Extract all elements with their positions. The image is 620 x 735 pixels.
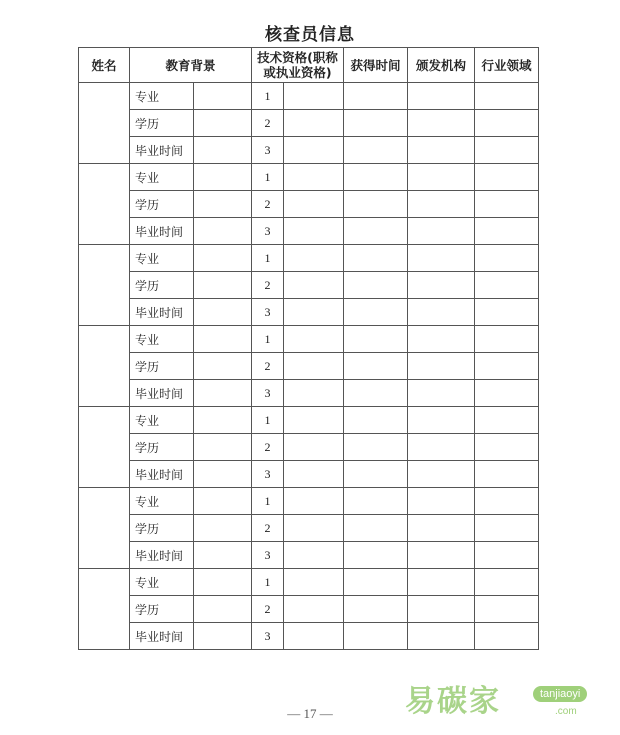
- industry-cell[interactable]: [475, 137, 539, 164]
- table-row: [79, 407, 539, 434]
- industry-cell[interactable]: [475, 461, 539, 488]
- edu-value-cell[interactable]: [194, 461, 252, 488]
- qualification-number: 3: [252, 137, 284, 164]
- obtained-time-cell[interactable]: [344, 137, 408, 164]
- table-row: [79, 299, 539, 326]
- edu-value-cell[interactable]: [194, 110, 252, 137]
- qualification-cell[interactable]: [284, 569, 344, 596]
- edu-label: 学历: [130, 110, 194, 137]
- edu-label: 专业: [130, 569, 194, 596]
- qualification-number: 2: [252, 434, 284, 461]
- table-body: [79, 83, 539, 650]
- qualification-cell[interactable]: [284, 164, 344, 191]
- issuer-cell[interactable]: [408, 380, 475, 407]
- qualification-number: 1: [252, 326, 284, 353]
- edu-label: 专业: [130, 245, 194, 272]
- issuer-cell[interactable]: [408, 542, 475, 569]
- obtained-time-cell[interactable]: [344, 515, 408, 542]
- qualification-number: 1: [252, 83, 284, 110]
- industry-cell[interactable]: [475, 110, 539, 137]
- page-title: 核查员信息: [265, 25, 355, 45]
- issuer-cell[interactable]: [408, 245, 475, 272]
- edu-value-cell[interactable]: [194, 434, 252, 461]
- issuer-cell[interactable]: [408, 515, 475, 542]
- qualification-cell[interactable]: [284, 191, 344, 218]
- edu-value-cell[interactable]: [194, 569, 252, 596]
- verifier-info-table: [78, 47, 539, 650]
- obtained-time-cell[interactable]: [344, 596, 408, 623]
- obtained-time-cell[interactable]: [344, 488, 408, 515]
- edu-value-cell[interactable]: [194, 407, 252, 434]
- industry-cell[interactable]: [475, 272, 539, 299]
- edu-label: 专业: [130, 488, 194, 515]
- edu-value-cell[interactable]: [194, 542, 252, 569]
- edu-label: 学历: [130, 515, 194, 542]
- edu-value-cell[interactable]: [194, 137, 252, 164]
- qualification-cell[interactable]: [284, 515, 344, 542]
- table-row: [79, 191, 539, 218]
- industry-cell[interactable]: [475, 245, 539, 272]
- header-issuer: 颁发机构: [408, 48, 475, 83]
- edu-value-cell[interactable]: [194, 218, 252, 245]
- page-number: — 17 —: [287, 706, 333, 721]
- qualification-number: 3: [252, 380, 284, 407]
- issuer-cell[interactable]: [408, 623, 475, 650]
- qualification-cell[interactable]: [284, 299, 344, 326]
- industry-cell[interactable]: [475, 569, 539, 596]
- edu-value-cell[interactable]: [194, 245, 252, 272]
- edu-value-cell[interactable]: [194, 272, 252, 299]
- issuer-cell[interactable]: [408, 83, 475, 110]
- industry-cell[interactable]: [475, 353, 539, 380]
- issuer-cell[interactable]: [408, 218, 475, 245]
- qualification-number: 1: [252, 245, 284, 272]
- qualification-cell[interactable]: [284, 623, 344, 650]
- qualification-cell[interactable]: [284, 83, 344, 110]
- issuer-cell[interactable]: [408, 407, 475, 434]
- qualification-number: 1: [252, 569, 284, 596]
- watermark-logo: [405, 676, 605, 724]
- qualification-number: 2: [252, 272, 284, 299]
- name-cell[interactable]: [79, 488, 130, 569]
- qualification-number: 1: [252, 164, 284, 191]
- header-row: [79, 48, 539, 83]
- watermark-chinese: 易碳家: [405, 684, 501, 719]
- edu-label: 毕业时间: [130, 623, 194, 650]
- table-row: [79, 461, 539, 488]
- qualification-number: 3: [252, 542, 284, 569]
- qualification-number: 1: [252, 488, 284, 515]
- qualification-cell[interactable]: [284, 245, 344, 272]
- qualification-number: 3: [252, 461, 284, 488]
- header-industry: 行业领域: [475, 48, 539, 83]
- header-qualification: 技术资格(职称或执业资格): [252, 48, 344, 83]
- obtained-time-cell[interactable]: [344, 218, 408, 245]
- qualification-number: 2: [252, 596, 284, 623]
- industry-cell[interactable]: [475, 218, 539, 245]
- obtained-time-cell[interactable]: [344, 461, 408, 488]
- qualification-cell[interactable]: [284, 353, 344, 380]
- edu-label: 专业: [130, 407, 194, 434]
- issuer-cell[interactable]: [408, 569, 475, 596]
- table-row: [79, 569, 539, 596]
- issuer-cell[interactable]: [408, 326, 475, 353]
- qualification-number: 3: [252, 218, 284, 245]
- edu-label: 学历: [130, 434, 194, 461]
- obtained-time-cell[interactable]: [344, 380, 408, 407]
- qualification-cell[interactable]: [284, 218, 344, 245]
- edu-label: 毕业时间: [130, 380, 194, 407]
- table-row: [79, 218, 539, 245]
- issuer-cell[interactable]: [408, 137, 475, 164]
- edu-value-cell[interactable]: [194, 380, 252, 407]
- qualification-number: 1: [252, 407, 284, 434]
- table-row: [79, 353, 539, 380]
- table-row: [79, 83, 539, 110]
- table-row: [79, 542, 539, 569]
- edu-label: 专业: [130, 83, 194, 110]
- qualification-number: 2: [252, 353, 284, 380]
- table-row: [79, 326, 539, 353]
- industry-cell[interactable]: [475, 83, 539, 110]
- edu-label: 毕业时间: [130, 218, 194, 245]
- edu-value-cell[interactable]: [194, 353, 252, 380]
- edu-value-cell[interactable]: [194, 488, 252, 515]
- watermark-domain: .com: [555, 706, 577, 717]
- obtained-time-cell[interactable]: [344, 272, 408, 299]
- edu-value-cell[interactable]: [194, 596, 252, 623]
- edu-value-cell[interactable]: [194, 164, 252, 191]
- obtained-time-cell[interactable]: [344, 299, 408, 326]
- table-row: [79, 137, 539, 164]
- qualification-cell[interactable]: [284, 434, 344, 461]
- obtained-time-cell[interactable]: [344, 542, 408, 569]
- table-row: [79, 164, 539, 191]
- qualification-cell[interactable]: [284, 110, 344, 137]
- issuer-cell[interactable]: [408, 191, 475, 218]
- qualification-cell[interactable]: [284, 488, 344, 515]
- industry-cell[interactable]: [475, 380, 539, 407]
- name-cell[interactable]: [79, 245, 130, 326]
- issuer-cell[interactable]: [408, 596, 475, 623]
- industry-cell[interactable]: [475, 488, 539, 515]
- issuer-cell[interactable]: [408, 488, 475, 515]
- obtained-time-cell[interactable]: [344, 245, 408, 272]
- edu-value-cell[interactable]: [194, 299, 252, 326]
- header-obtained-time: 获得时间: [344, 48, 408, 83]
- industry-cell[interactable]: [475, 542, 539, 569]
- table-row: [79, 515, 539, 542]
- table-row: [79, 596, 539, 623]
- table-row: [79, 245, 539, 272]
- edu-label: 毕业时间: [130, 461, 194, 488]
- qualification-number: 2: [252, 515, 284, 542]
- name-cell[interactable]: [79, 326, 130, 407]
- qualification-number: 3: [252, 299, 284, 326]
- header-education: 教育背景: [130, 48, 252, 83]
- edu-value-cell[interactable]: [194, 326, 252, 353]
- industry-cell[interactable]: [475, 326, 539, 353]
- qualification-cell[interactable]: [284, 542, 344, 569]
- obtained-time-cell[interactable]: [344, 434, 408, 461]
- qualification-cell[interactable]: [284, 461, 344, 488]
- issuer-cell[interactable]: [408, 110, 475, 137]
- edu-value-cell[interactable]: [194, 83, 252, 110]
- qualification-cell[interactable]: [284, 380, 344, 407]
- table-row: [79, 380, 539, 407]
- edu-value-cell[interactable]: [194, 515, 252, 542]
- qualification-number: 2: [252, 110, 284, 137]
- table-row: [79, 488, 539, 515]
- edu-label: 毕业时间: [130, 137, 194, 164]
- edu-label: 专业: [130, 326, 194, 353]
- table-row: [79, 110, 539, 137]
- qualification-number: 3: [252, 623, 284, 650]
- industry-cell[interactable]: [475, 299, 539, 326]
- obtained-time-cell[interactable]: [344, 83, 408, 110]
- obtained-time-cell[interactable]: [344, 164, 408, 191]
- edu-label: 毕业时间: [130, 542, 194, 569]
- qualification-number: 2: [252, 191, 284, 218]
- qualification-cell[interactable]: [284, 272, 344, 299]
- obtained-time-cell[interactable]: [344, 191, 408, 218]
- issuer-cell[interactable]: [408, 461, 475, 488]
- obtained-time-cell[interactable]: [344, 623, 408, 650]
- issuer-cell[interactable]: [408, 272, 475, 299]
- issuer-cell[interactable]: [408, 434, 475, 461]
- industry-cell[interactable]: [475, 515, 539, 542]
- qualification-cell[interactable]: [284, 596, 344, 623]
- qualification-cell[interactable]: [284, 326, 344, 353]
- table-row: [79, 623, 539, 650]
- industry-cell[interactable]: [475, 164, 539, 191]
- edu-label: 专业: [130, 164, 194, 191]
- edu-label: 学历: [130, 191, 194, 218]
- obtained-time-cell[interactable]: [344, 353, 408, 380]
- issuer-cell[interactable]: [408, 164, 475, 191]
- watermark-site: tanjiaoyi: [533, 686, 587, 702]
- name-cell[interactable]: [79, 83, 130, 164]
- qualification-cell[interactable]: [284, 407, 344, 434]
- industry-cell[interactable]: [475, 596, 539, 623]
- obtained-time-cell[interactable]: [344, 110, 408, 137]
- edu-label: 学历: [130, 272, 194, 299]
- qualification-cell[interactable]: [284, 137, 344, 164]
- edu-label: 学历: [130, 596, 194, 623]
- industry-cell[interactable]: [475, 407, 539, 434]
- obtained-time-cell[interactable]: [344, 569, 408, 596]
- header-name: 姓名: [79, 48, 130, 83]
- name-cell[interactable]: [79, 407, 130, 488]
- edu-label: 学历: [130, 353, 194, 380]
- industry-cell[interactable]: [475, 434, 539, 461]
- obtained-time-cell[interactable]: [344, 407, 408, 434]
- issuer-cell[interactable]: [408, 353, 475, 380]
- issuer-cell[interactable]: [408, 299, 475, 326]
- edu-label: 毕业时间: [130, 299, 194, 326]
- obtained-time-cell[interactable]: [344, 326, 408, 353]
- table-row: [79, 434, 539, 461]
- name-cell[interactable]: [79, 164, 130, 245]
- table-row: [79, 272, 539, 299]
- industry-cell[interactable]: [475, 623, 539, 650]
- industry-cell[interactable]: [475, 191, 539, 218]
- edu-value-cell[interactable]: [194, 191, 252, 218]
- edu-value-cell[interactable]: [194, 623, 252, 650]
- name-cell[interactable]: [79, 569, 130, 650]
